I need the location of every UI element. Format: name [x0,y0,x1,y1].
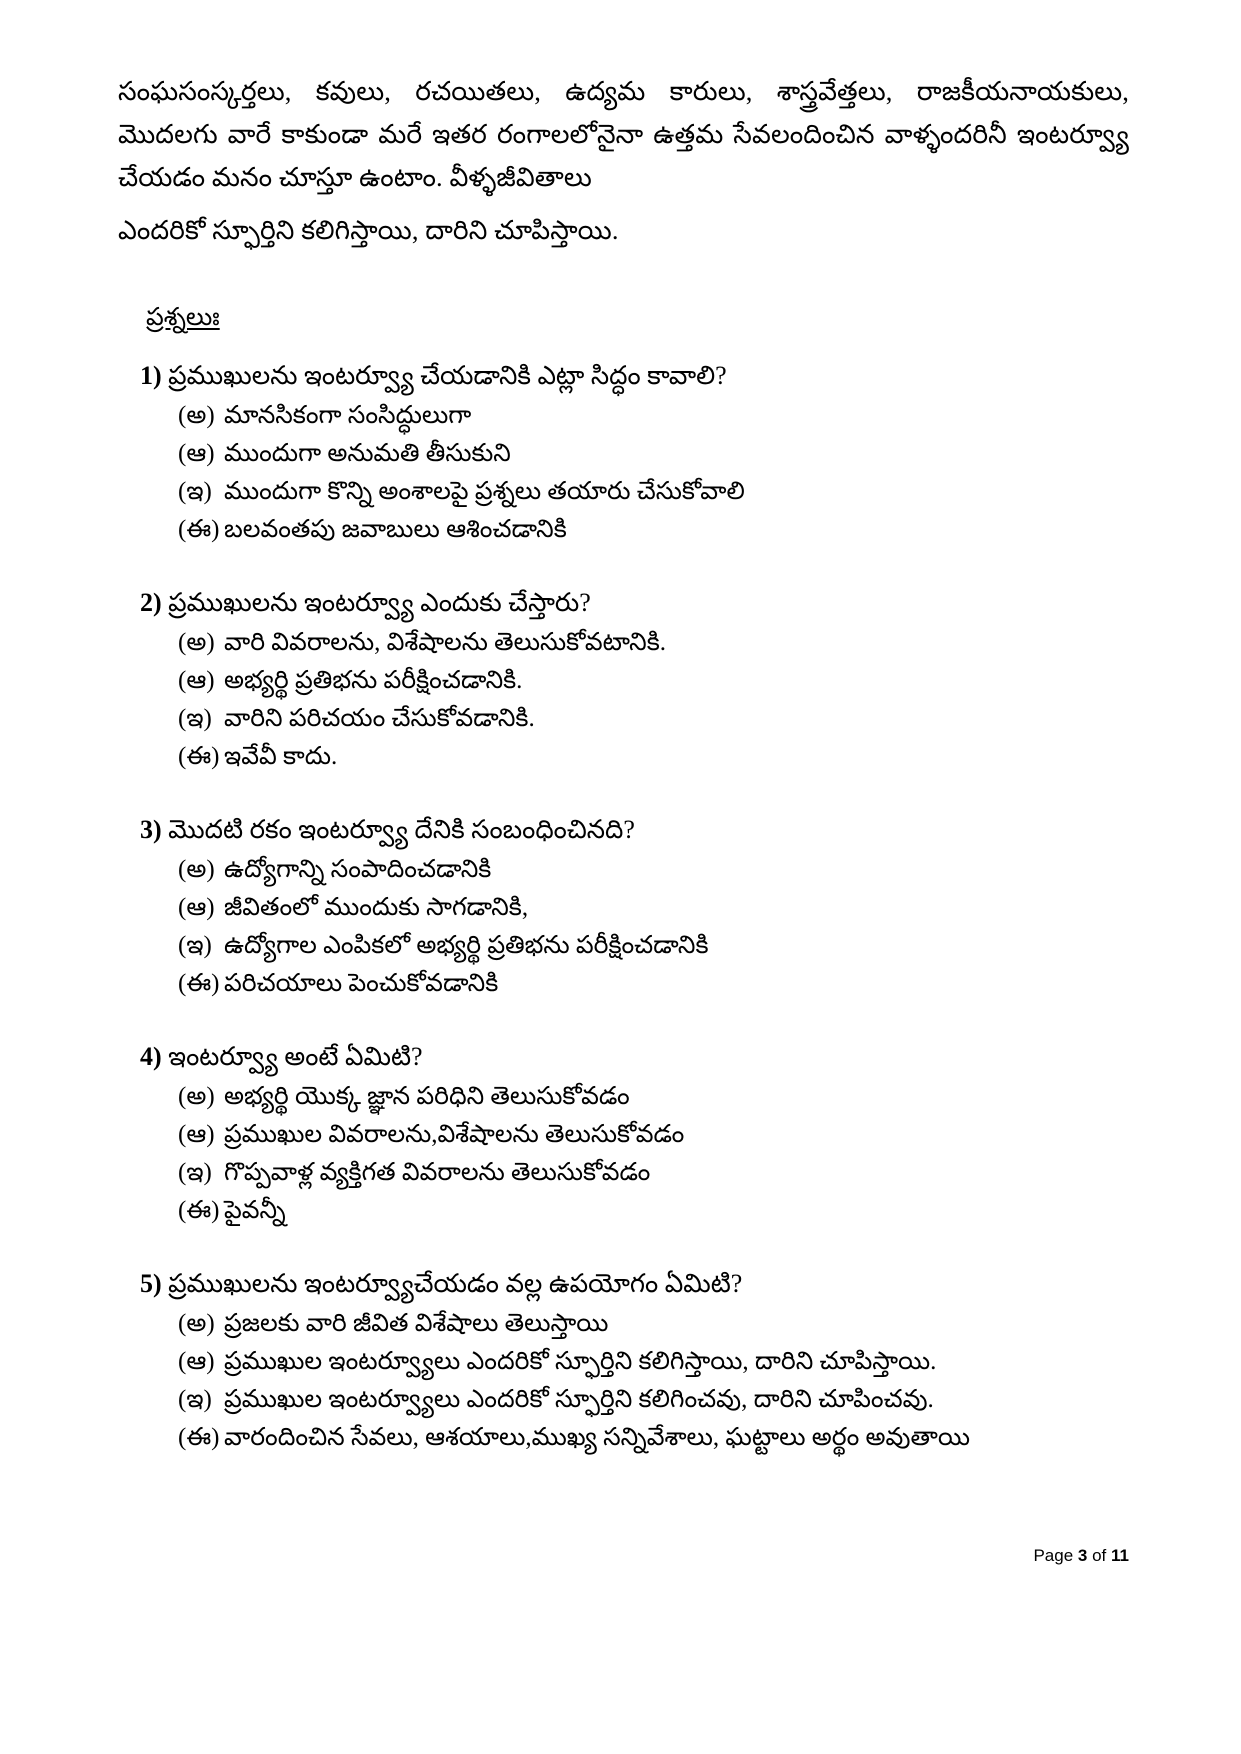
option-text: అభ్యర్థి యొక్క జ్ఞాన పరిధిని తెలుసుకోవడం [224,1082,630,1110]
question-label: ఇంటర్వ్యూ అంటే ఏమిటి? [168,1041,423,1071]
option-label: (అ) [178,628,215,656]
option-text: ఉద్యోగాల ఎంపికలో అభ్యర్థి ప్రతిభను పరీక్షించడానికి [224,931,709,959]
option-item[interactable] [178,851,1129,889]
option-label: (ఇ) [178,704,212,732]
question-block [118,1264,1129,1457]
option-label: (అ) [178,855,215,883]
intro-paragraph-last-line-text: ఎందరికో స్ఫూర్తిని కలిగిస్తాయి, దారిని చూపిస్తాయి. [118,214,619,245]
option-label: (ఈ) [178,1423,220,1451]
option-label: (ఇ) [178,477,212,505]
question-text [140,810,1129,849]
intro-paragraph-last-line [118,209,1129,252]
option-text: ప్రముఖుల ఇంటర్వ్యూలు ఎందరికో స్ఫూర్తిని కలిగించవు, దారిని చూపించవు. [224,1385,934,1413]
option-item[interactable] [178,1154,1129,1192]
option-text: బలవంతపు జవాబులు ఆశించడానికి [224,515,567,543]
question-number: 3) [140,814,162,844]
option-label: (అ) [178,1309,215,1337]
questions-heading: ప్రశ్నలుః [146,303,220,331]
option-list [118,851,1129,1003]
option-text: జీవితంలో ముందుకు సాగడానికి, [224,893,529,921]
option-item[interactable] [178,1192,1129,1230]
question-block [118,810,1129,1003]
option-label: (ఆ) [178,1120,215,1148]
question-text [140,1264,1129,1303]
question-block [118,356,1129,549]
option-item[interactable] [178,1419,1129,1457]
question-text [140,583,1129,622]
option-item[interactable] [178,965,1129,1003]
option-label: (అ) [178,1082,215,1110]
option-text: వారి వివరాలను, విశేషాలను తెలుసుకోవటానికి. [224,628,667,656]
option-item[interactable] [178,889,1129,927]
option-text: వారందించిన సేవలు, ఆశయాలు,ముఖ్య సన్నివేశాలు, ఘట్టాలు అర్థం అవుతాయి [224,1423,970,1451]
option-label: (ఈ) [178,969,220,997]
question-text [140,1037,1129,1076]
option-item[interactable] [178,700,1129,738]
question-label: ప్రముఖులను ఇంటర్వ్యూ చేయడానికి ఎట్లా సిద్ధం కావాలి? [168,360,727,390]
footer-total-pages: 11 [1111,1546,1129,1565]
option-list [118,1078,1129,1230]
option-item[interactable] [178,927,1129,965]
option-item[interactable] [178,1343,1129,1381]
option-item[interactable] [178,1305,1129,1343]
option-label: (ఈ) [178,742,220,770]
option-item[interactable] [178,1078,1129,1116]
option-label: (ఆ) [178,893,215,921]
question-label: మొదటి రకం ఇంటర్వ్యూ దేనికి సంబంధించినది? [168,814,635,844]
option-item[interactable] [178,397,1129,435]
footer-separator: of [1092,1546,1107,1565]
question-number: 4) [140,1041,162,1071]
option-text: ప్రజలకు వారి జీవిత విశేషాలు తెలుస్తాయి [224,1309,609,1337]
option-label: (అ) [178,401,215,429]
option-list [118,1305,1129,1457]
question-text [140,356,1129,395]
option-item[interactable] [178,435,1129,473]
option-label: (ఆ) [178,666,215,694]
question-label: ప్రముఖులను ఇంటర్వ్యూ ఎందుకు చేస్తారు? [168,587,591,617]
option-text: మానసికంగా సంసిద్ధులుగా [224,401,472,429]
option-list [118,624,1129,776]
option-text: ముందుగా అనుమతి తీసుకుని [224,439,511,467]
option-item[interactable] [178,511,1129,549]
question-block [118,1037,1129,1230]
question-number: 1) [140,360,162,390]
question-number: 2) [140,587,162,617]
question-number: 5) [140,1268,162,1298]
option-label: (ఇ) [178,1158,212,1186]
footer-current-page: 3 [1077,1546,1088,1565]
option-text: అభ్యర్థి ప్రతిభను పరీక్షించడానికి. [224,666,523,694]
option-item[interactable] [178,1116,1129,1154]
option-text: పైవన్నీ [224,1196,286,1224]
questions-heading-row [118,262,1129,338]
question-block [118,583,1129,776]
option-label: (ఇ) [178,931,212,959]
option-text: పరిచయాలు పెంచుకోవడానికి [224,969,499,997]
option-item[interactable] [178,473,1129,511]
option-text: ప్రముఖుల వివరాలను,విశేషాలను తెలుసుకోవడం [224,1120,685,1148]
option-text: ముందుగా కొన్ని అంశాలపై ప్రశ్నలు తయారు చేసుకోవాలి [224,477,745,505]
option-item[interactable] [178,1381,1129,1419]
intro-paragraph [118,70,1129,199]
option-label: (ఆ) [178,1347,215,1375]
option-label: (ఇ) [178,1385,212,1413]
option-text: వారిని పరిచయం చేసుకోవడానికి. [224,704,535,732]
option-label: (ఆ) [178,439,215,467]
option-text: ఉద్యోగాన్ని సంపాదించడానికి [224,855,492,883]
option-text: ఇవేవీ కాదు. [224,742,338,770]
option-label: (ఈ) [178,515,220,543]
question-label: ప్రముఖులను ఇంటర్వ్యూచేయడం వల్ల ఉపయోగం ఏమిటి? [168,1268,743,1298]
option-text: గొప్పవాళ్ల వ్యక్తిగత వివరాలను తెలుసుకోవడం [224,1158,651,1186]
page-footer [0,1546,1129,1566]
option-item[interactable] [178,624,1129,662]
option-label: (ఈ) [178,1196,220,1224]
option-list [118,397,1129,549]
option-item[interactable] [178,738,1129,776]
option-text: ప్రముఖుల ఇంటర్వ్యూలు ఎందరికో స్ఫూర్తిని కలిగిస్తాయి, దారిని చూపిస్తాయి. [224,1347,937,1375]
option-item[interactable] [178,662,1129,700]
footer-prefix: Page [1033,1546,1074,1565]
intro-paragraph-text: సంఘసంస్కర్తలు, కవులు, రచయితలు, ఉద్యమ కారులు, శాస్త్రవేత్తలు, రాజకీయనాయకులు, మొదలగు వారే కాకుండా మరే ఇతర రంగాలలోనైనా ఉత్తమ సేవలందించిన వాళ్ళందరినీ ఇంటర్వ్యూ చేయడం మనం చూస్తూ ఉంటాం. వీళ్ళజీవితాలు [118,76,1129,192]
